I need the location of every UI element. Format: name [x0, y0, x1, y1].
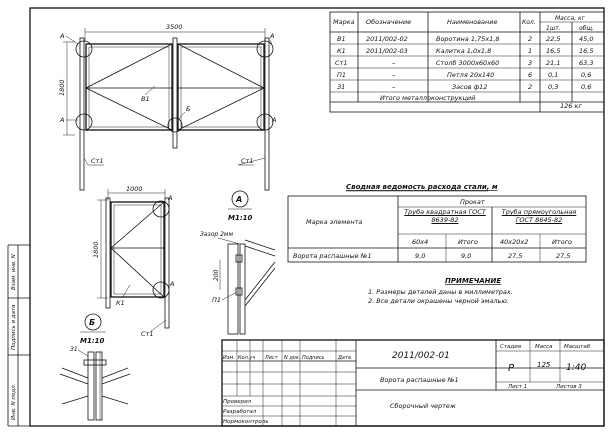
summary-col-a-wrap: [400, 208, 490, 234]
cell-name: Петля 20х140: [447, 71, 495, 79]
cell-designation: –: [392, 83, 396, 91]
label-b1: В1: [141, 95, 150, 103]
th-mass-total: общ.: [579, 25, 594, 32]
cell-unit: 0,3: [548, 83, 559, 91]
cell-unit: 22,5: [546, 35, 561, 43]
table-total-value: 126 кг: [560, 102, 582, 110]
cell-qty: 2: [528, 83, 533, 91]
th-mark: Марка: [333, 18, 355, 26]
detail-a: [200, 191, 275, 334]
dim-height: 1800: [58, 79, 66, 96]
tb-scale: 1:40: [566, 363, 587, 373]
wicket-view: [92, 185, 174, 338]
note-item: 2. Все детали окрашены черной эмалью.: [368, 297, 509, 305]
cell-mark: Ст1: [335, 59, 348, 67]
callout-a3: А: [270, 32, 275, 40]
callout-a4: А: [272, 116, 277, 124]
summary-row-name: Ворота распашные №1: [293, 252, 372, 260]
label-ct1-left: Ст1: [91, 157, 104, 165]
cell-unit: 16,5: [546, 47, 561, 55]
detail-b: [60, 314, 130, 420]
gate-main-view: [58, 23, 276, 190]
stamp-replace-inv: Взам. инв. N: [11, 254, 17, 290]
tb-stage-h: Стадия: [500, 344, 522, 350]
callout-a5: А: [168, 194, 173, 202]
cell-total: 0,6: [581, 83, 592, 91]
tb-col: Подпись: [302, 355, 325, 361]
cell-mark: П1: [337, 71, 347, 79]
summary-value: 27,5: [508, 252, 523, 260]
th-designation: Обозначение: [366, 18, 412, 26]
callout-b: Б: [186, 105, 191, 113]
note-item: 1. Размеры деталей даны в миллиметрах.: [368, 288, 513, 296]
dim-wicket-width: 1000: [126, 185, 143, 193]
label-p1: П1: [212, 296, 222, 304]
tb-name: Ворота распашные №1: [380, 376, 459, 384]
cell-qty: 6: [528, 71, 533, 79]
cell-name: Воротина 1,75х1,8: [436, 35, 500, 43]
summary-title: Сводная ведомость расхода стали, м: [346, 183, 498, 191]
tb-col: Лист: [265, 355, 278, 361]
cell-mark: К1: [337, 47, 346, 55]
summary-col-b-title: Труба прямоугольная ГОСТ 8645-82: [501, 208, 577, 224]
summary-a-total: Итого: [458, 238, 479, 246]
table-row: [337, 35, 593, 43]
detail-a-scale: М1:10: [228, 214, 253, 222]
table-row: [337, 47, 593, 55]
dim-wicket-height: 1800: [92, 241, 100, 258]
tb-row-developed: Разработал: [223, 409, 257, 415]
summary-value: 9,0: [461, 252, 472, 260]
label-ct1-right: Ст1: [241, 157, 254, 165]
tb-row-checked: Проверил: [223, 399, 252, 405]
cell-designation: –: [392, 71, 396, 79]
cell-qty: 2: [528, 35, 533, 43]
detail-b-mark: Б: [89, 318, 96, 327]
table-row: [335, 59, 593, 67]
summary-a-size: 60х4: [412, 238, 429, 246]
callout-a6: А: [170, 280, 175, 288]
table-row: [337, 83, 591, 91]
stamp-inv-orig: Инв. N подл.: [11, 383, 17, 420]
stamp-sign-date: Подпись и дата: [11, 304, 17, 350]
summary-value: 27,5: [556, 252, 571, 260]
summary-group: Прокат: [460, 198, 485, 206]
th-mass: Масса, кг: [555, 15, 585, 22]
summary-col-b-wrap: [494, 208, 584, 234]
tb-col: Изм.: [223, 355, 235, 361]
cell-name: Столб 3000х60х60: [436, 59, 500, 67]
cell-total: 16,5: [579, 47, 594, 55]
tb-sheets: Листов 3: [556, 384, 582, 390]
cell-mark: З1: [337, 83, 346, 91]
tb-row-normcontrol: Нормоконтроль: [223, 419, 269, 425]
detail-b-scale: М1:10: [80, 337, 105, 345]
summary-col-a-title: Труба квадратная ГОСТ 8639-82: [404, 208, 486, 224]
detail-a-gap: Зазор 2мм: [200, 231, 233, 238]
cell-designation: –: [392, 59, 396, 67]
cell-qty: 1: [528, 47, 533, 55]
cell-unit: 21,1: [546, 59, 561, 67]
cell-name: Калитка 1,0х1,8: [436, 47, 492, 55]
cell-total: 63,3: [579, 59, 594, 67]
tb-sheet: Лист 1: [508, 384, 528, 390]
detail-a-mark: А: [236, 195, 243, 204]
cell-name: Засов ф12: [452, 83, 488, 91]
side-stamp: [8, 245, 30, 426]
label-z1: З1: [70, 346, 78, 353]
cell-designation: 2011/002-02: [366, 35, 408, 43]
tb-code: 2011/002-01: [392, 351, 450, 361]
notes: [368, 277, 513, 305]
summary-b-total: Итого: [552, 238, 573, 246]
steel-table: [330, 12, 604, 112]
summary-element: Марка элемента: [306, 218, 363, 226]
tb-mass-h: Масса: [535, 344, 553, 350]
table-total-label: Итого металлоконструкций: [380, 94, 476, 102]
tb-col: Дата: [338, 355, 351, 361]
cell-total: 45,0: [579, 35, 594, 43]
cell-qty: 3: [528, 59, 533, 67]
th-name: Наименование: [447, 18, 498, 26]
tb-mass: 125: [537, 361, 551, 369]
th-mass-unit: 1шт.: [546, 25, 561, 32]
summary-value: 9,0: [415, 252, 426, 260]
summary-table: [288, 183, 586, 262]
tb-col: N док.: [284, 355, 301, 361]
notes-title: ПРИМЕЧАНИЕ: [445, 277, 502, 285]
callout-a1: А: [60, 32, 65, 40]
summary-b-size: 40х20х2: [500, 238, 529, 246]
label-k1: К1: [116, 299, 125, 307]
table-row: [337, 71, 591, 79]
tb-col: Кол.уч: [238, 355, 256, 361]
th-qty: Кол.: [522, 19, 536, 26]
callout-a2: А: [60, 116, 65, 124]
tb-stage: Р: [508, 363, 515, 374]
label-ct1-wicket: Ст1: [141, 330, 154, 338]
title-block: [222, 340, 604, 426]
dim-detail-a: 200: [213, 269, 220, 281]
tb-doc: Сборочный чертеж: [390, 402, 456, 410]
cell-total: 0,6: [581, 71, 592, 79]
tb-scale-h: Масштаб: [564, 344, 591, 350]
cell-designation: 2011/002-03: [366, 47, 408, 55]
cell-unit: 0,1: [548, 71, 559, 79]
dim-width: 3500: [166, 23, 183, 31]
cell-mark: В1: [337, 35, 346, 43]
